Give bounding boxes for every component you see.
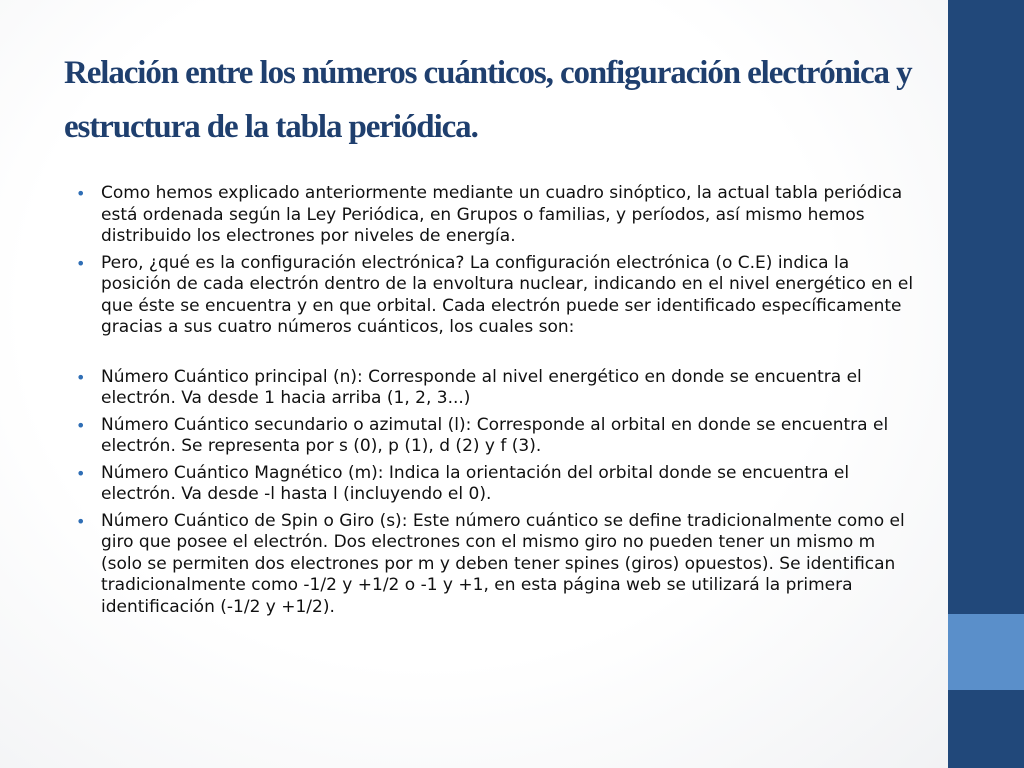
bullet-text: Pero, ¿qué es la configuración electrónica? La configuración electrónica (o C.E) indica la posición de cada electrón dentro de la envoltura nuclear, indicando en el nivel energético en el que éste se encuentra y en que orbital. Cada electrón puede ser identificado específicamente gracias a sus cuatro números cuánticos, los cuales son:: [101, 252, 914, 337]
bullet-item: [76, 415, 914, 458]
bullet-icon: •: [76, 463, 86, 483]
bullet-item: [76, 253, 914, 339]
bullet-item: [76, 183, 914, 248]
bullet-icon: •: [76, 367, 86, 387]
bullet-text: Como hemos explicado anteriormente mediante un cuadro sinóptico, la actual tabla periódica está ordenada según la Ley Periódica, en Grupos o familias, y períodos, así mismo hemos distribuido los electrones por niveles de energía.: [101, 183, 903, 246]
bullet-text: Número Cuántico de Spin o Giro (s): Este número cuántico se define tradicionalmente como el giro que posee el electrón. Dos electrones con el mismo giro no pueden tener un mismo m (solo se permiten dos electrones por m y deben tener spines (giros) opuestos). Se identifican tradicionalmente como -1/2 y +1/2 o -1 y +1, en esta página web se utilizará la primera identificación (-1/2 y +1/2).: [101, 510, 905, 617]
bullet-text: Número Cuántico Magnético (m): Indica la orientación del orbital donde se encuentra el electrón. Va desde -l hasta l (incluyendo el 0).: [101, 462, 850, 504]
bullet-list: [76, 183, 914, 623]
bullet-icon: •: [76, 253, 86, 273]
bullet-icon: •: [76, 415, 86, 435]
bullet-item: [76, 463, 914, 506]
bullet-text: Número Cuántico principal (n): Corresponde al nivel energético en donde se encuentra el electrón. Va desde 1 hacia arriba (1, 2, 3...): [101, 366, 862, 408]
bullet-icon: •: [76, 511, 86, 531]
slide-title: Relación entre los números cuánticos, configuración electrónica y estructura de la tabla periódica.: [64, 55, 912, 145]
bullet-item: [76, 367, 914, 410]
bullet-icon: •: [76, 184, 86, 203]
bullet-text: Número Cuántico secundario o azimutal (l): Corresponde al orbital en donde se encuentra el electrón. Se representa por s (0), p (1), d (2) y f (3).: [101, 414, 889, 456]
bullet-item: [76, 511, 914, 619]
sidebar-accent-light: [948, 614, 1024, 690]
